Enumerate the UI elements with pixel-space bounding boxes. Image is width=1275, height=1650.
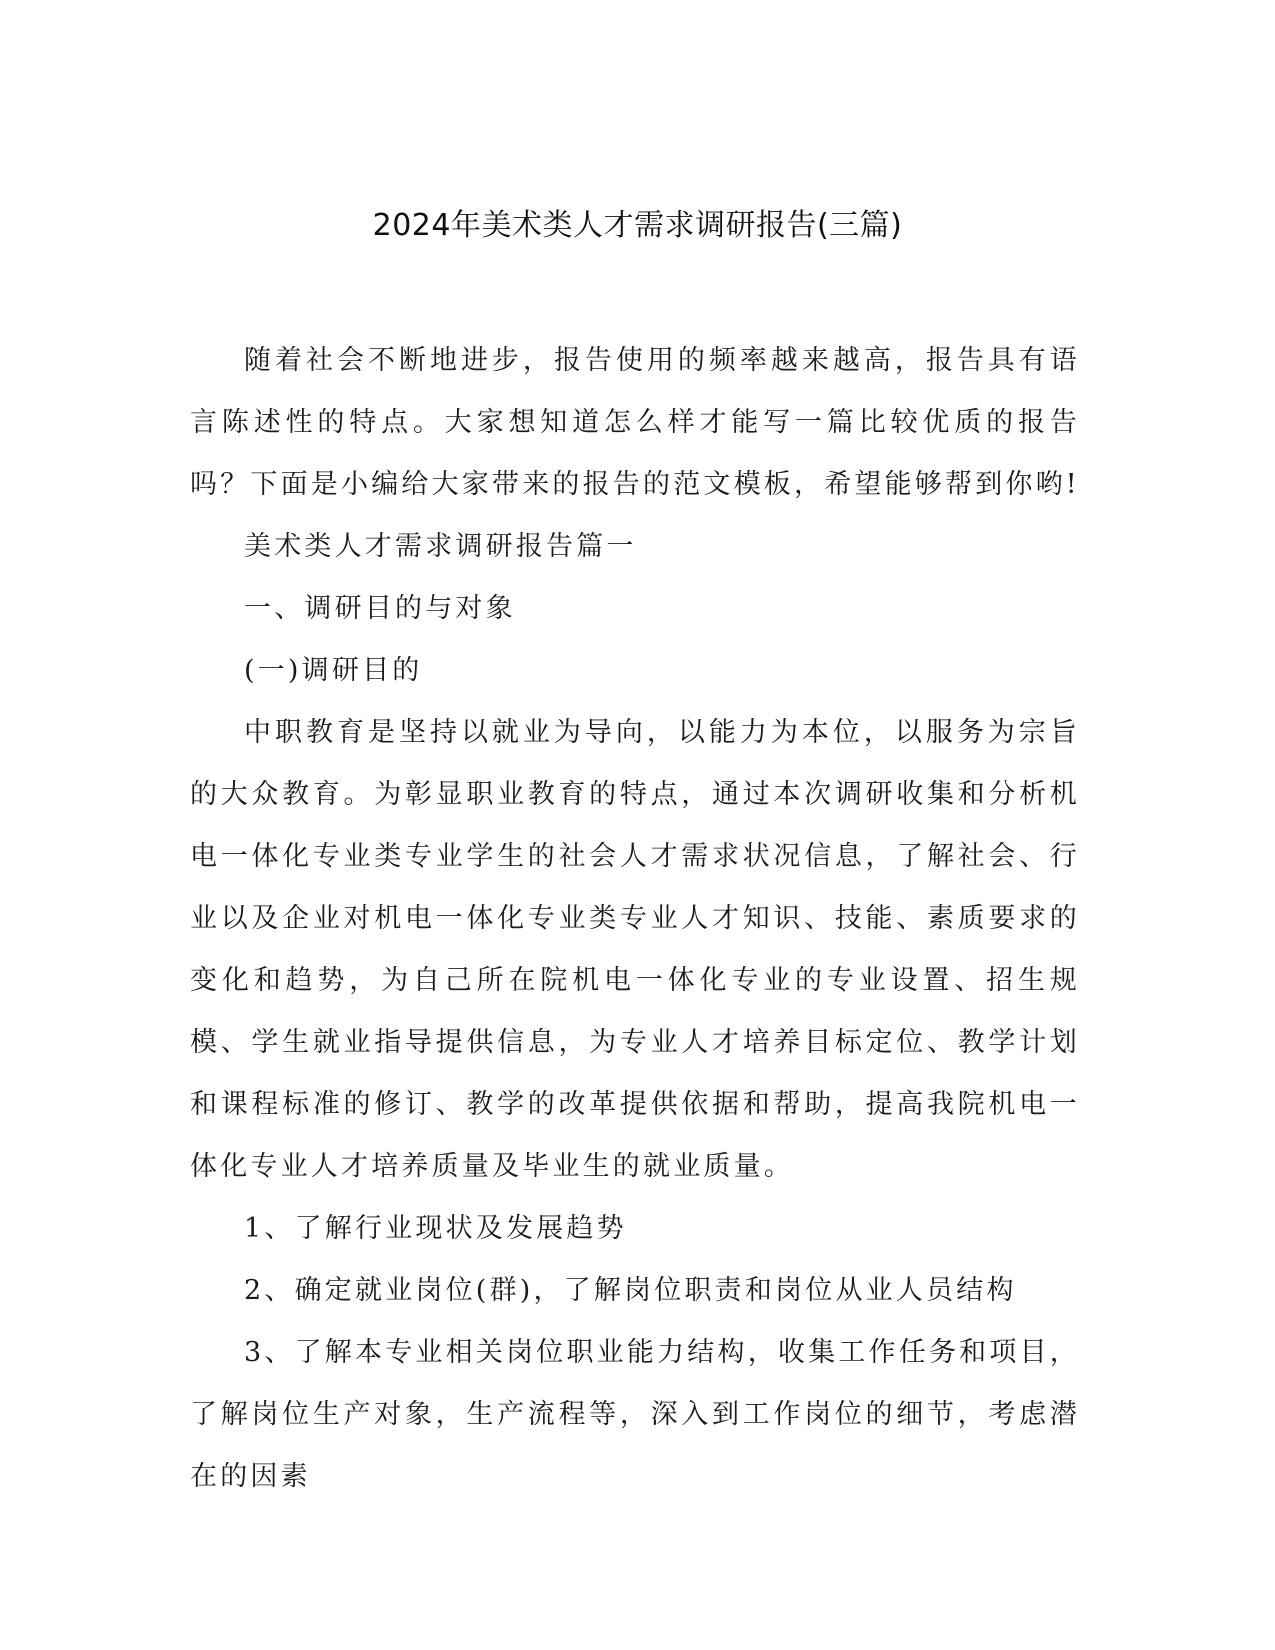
- list-item: 1、了解行业现状及发展趋势: [244, 1213, 627, 1244]
- section-heading: 美术类人才需求调研报告篇一: [244, 531, 637, 562]
- subsubsection-heading: (一)调研目的: [244, 655, 423, 686]
- document-body: [190, 330, 1080, 1508]
- list-item: 3、了解本专业相关岗位职业能力结构，收集工作任务和项目，了解岗位生产对象，生产流程等，深入到工作岗位的细节，考虑潜在的因素: [190, 1337, 1080, 1492]
- list-item: 2、确定就业岗位(群)，了解岗位职责和岗位从业人员结构: [244, 1275, 1017, 1306]
- intro-paragraph: 随着社会不断地进步，报告使用的频率越来越高，报告具有语言陈述性的特点。大家想知道怎么样才能写一篇比较优质的报告吗？下面是小编给大家带来的报告的范文模板，希望能够帮到你哟!: [190, 345, 1080, 500]
- document-title: 2024年美术类人才需求调研报告(三篇): [372, 208, 903, 243]
- body-paragraph: 中职教育是坚持以就业为导向，以能力为本位，以服务为宗旨的大众教育。为彰显职业教育的特点，通过本次调研收集和分析机电一体化专业类专业学生的社会人才需求状况信息，了解社会、行业以及企业对机电一体化专业类专业人才知识、技能、素质要求的变化和趋势，为自己所在院机电一体化专业的专业设置、招生规模、学生就业指导提供信息，为专业人才培养目标定位、教学计划和课程标准的修订、教学的改革提供依据和帮助，提高我院机电一体化专业人才培养质量及毕业生的就业质量。: [190, 717, 1080, 1182]
- subsection-heading: 一、调研目的与对象: [244, 593, 516, 624]
